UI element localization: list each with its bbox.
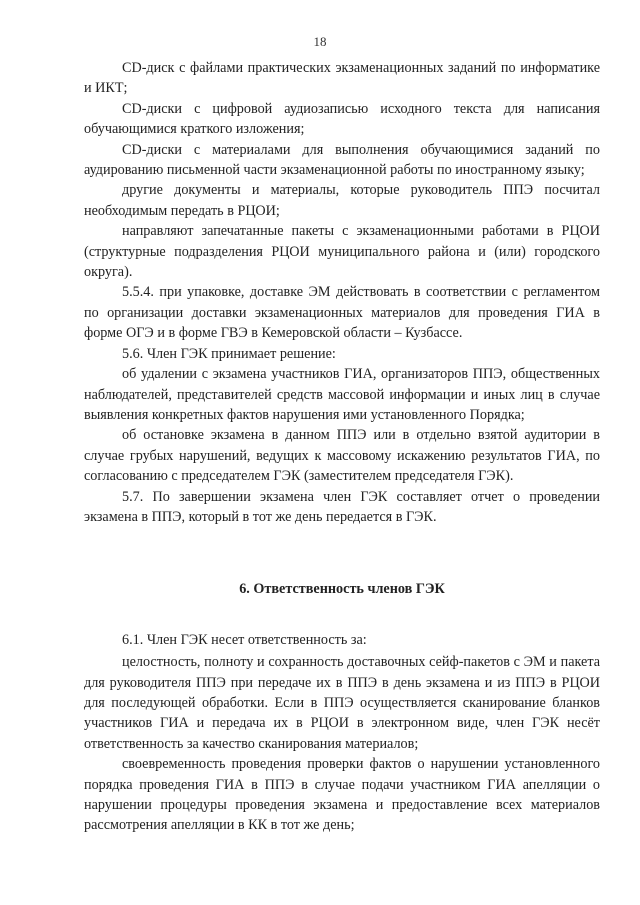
paragraph-timeliness: своевременность проведения проверки фактов о нарушении установленного порядка проведения ГИА в ППЭ в случае подачи участником ГИА апелляции о нарушении процедуры проведения экзамена и предоставление всех материалов рассмотрения апелляции в КК в тот же день; (84, 756, 600, 834)
paragraph-5-6: 5.6. Член ГЭК принимает решение: (122, 345, 336, 362)
paragraph-stop-exam: об остановке экзамена в данном ППЭ или в отдельно взятой аудитории в случае грубых нарушений, ведущих к массовому искажению результатов ГИА, по согласованию с председателем ГЭК (заместителем председателя ГЭК). (84, 427, 600, 485)
section-heading: 6. Ответственность членов ГЭК (239, 581, 445, 598)
paragraph-cd-audio: CD-диски с цифровой аудиозаписью исходного текста для написания обучающимися краткого изложения; (84, 100, 600, 138)
paragraph-5-5-4: 5.5.4. при упаковке, доставке ЭМ действовать в соответствии с регламентом по организации доставки экзаменационных материалов для проведения ГИА в форме ОГЭ и в форме ГВЭ в Кемеровской области – Кузбассе. (84, 284, 600, 342)
page-number: 18 (313, 34, 327, 49)
paragraph-other-documents: другие документы и материалы, которые руководитель ППЭ посчитал необходимым передать в РЦОИ; (84, 182, 600, 219)
paragraph-send-packets: направляют запечатанные пакеты с экзаменационными работами в РЦОИ (структурные подразделения РЦОИ муниципального района и (или) городского округа). (84, 223, 600, 281)
paragraph-5-7: 5.7. По завершении экзамена член ГЭК составляет отчет о проведении экзамена в ППЭ, который в тот же день передается в ГЭК. (84, 488, 600, 525)
document-body (84, 58, 600, 836)
paragraph-removal: об удалении с экзамена участников ГИА, организаторов ППЭ, общественных наблюдателей, представителей средств массовой информации и иных лиц в случае выявления конкретных фактов нарушения ими установленного Порядка; (84, 366, 600, 423)
paragraph-integrity: целостность, полноту и сохранность доставочных сейф-пакетов с ЭМ и пакета для руководителя ППЭ при передаче их в ППЭ в день экзамена и из ППЭ в РЦОИ для последующей обработки. Если в ППЭ осуществляется сканирование бланков участников ГИА и передача их в РЦОИ в электронном виде, член ГЭК несёт ответственность за качество сканирования материалов; (84, 654, 600, 752)
paragraph-cd-listening: CD-диски с материалами для выполнения обучающимися заданий по аудированию письменной части экзаменационной работы по иностранному языку; (84, 141, 600, 179)
paragraph-6-1: 6.1. Член ГЭК несет ответственность за: (122, 631, 367, 648)
paragraph-cd-informatics: CD-диск с файлами практических экзаменационных заданий по информатике и ИКТ; (84, 60, 600, 97)
